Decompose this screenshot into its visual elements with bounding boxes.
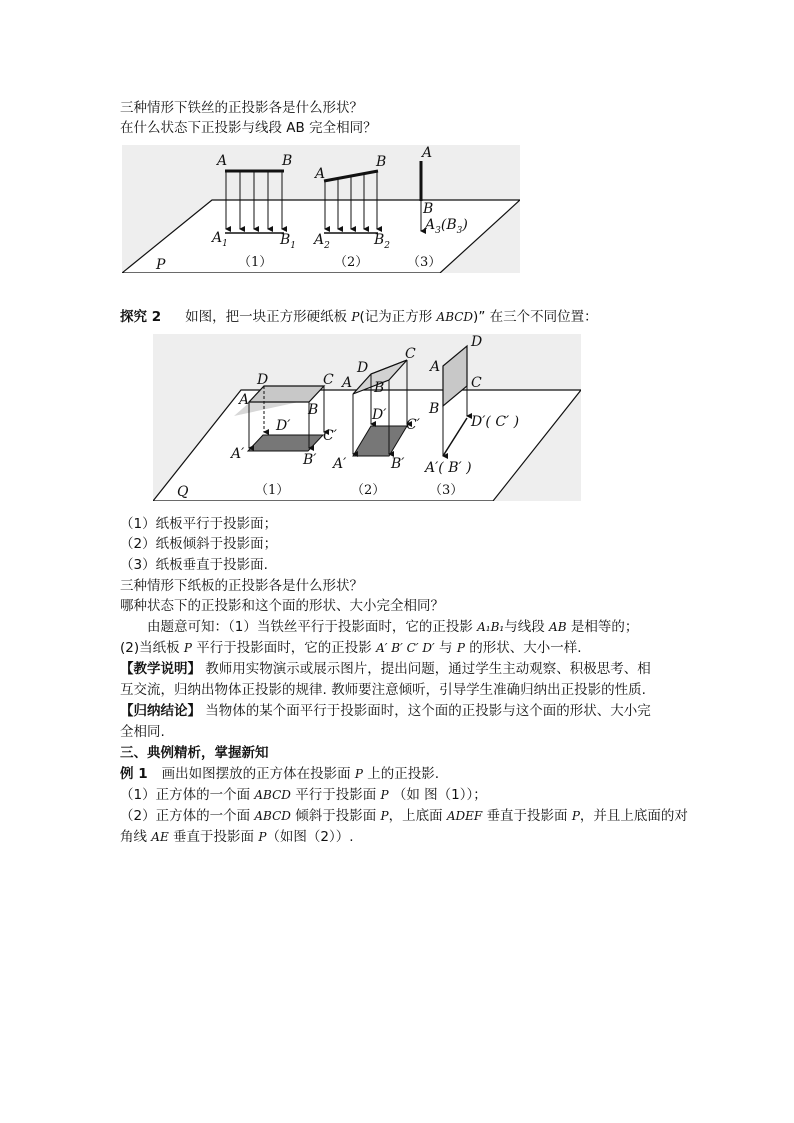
- example-item-1: （1）正方体的一个面 ABCD 平行于投影面 P （如 图（1））；: [120, 787, 487, 803]
- question-1: 三种情形下纸板的正投影各是什么形状？: [120, 578, 363, 594]
- figure-label: C: [323, 372, 334, 388]
- teaching-note-line-1: 【教学说明】 教师用实物演示或展示图片，提出问题，通过学生主动观察、积极思考、相: [120, 661, 651, 677]
- analysis-line-1: 由题意可知：（1）当铁丝平行于投影面时，它的正投影 A₁B₁与线段 AB 是相等的；: [147, 619, 639, 635]
- figure-label: C′: [406, 417, 420, 433]
- conclusion-line-1: 【归纳结论】 当物体的某个面平行于投影面时，这个面的正投影与这个面的形状、大小完: [120, 703, 651, 719]
- figure-label: D′: [372, 407, 387, 423]
- intro-question-2: 在什么状态下正投影与线段 AB 完全相同？: [120, 120, 377, 136]
- figure-label: $A_2$: [314, 232, 330, 251]
- label-b: B: [282, 153, 293, 169]
- figure-label: D′( C′ ): [471, 414, 520, 430]
- figure-label: D: [357, 360, 369, 376]
- caption-3: （3）: [407, 255, 442, 270]
- analysis-line-2: (2)当纸板 P 平行于投影面时，它的正投影 A′ B′ C′ D′ 与 P 的形状、大小一样.: [120, 640, 582, 656]
- section-heading: 三、典例精析，掌握新知: [120, 745, 269, 761]
- figure-label: $A_3(B_3)$: [425, 217, 468, 236]
- example-item-2-cont: 角线 AE 垂直于投影面 P（如图（2））.: [120, 829, 354, 845]
- figure-wire-projection: [122, 145, 520, 273]
- plane-label-p: P: [156, 257, 166, 273]
- label-a: A: [217, 153, 228, 169]
- example-1-title: 例 1 画出如图摆放的正方体在投影面 P 上的正投影.: [120, 766, 440, 782]
- figure-label: A: [430, 359, 441, 375]
- caption-2: （2）: [334, 255, 369, 270]
- figure-label: C: [405, 346, 416, 362]
- figure-label: B: [429, 401, 440, 417]
- figure-label: D: [257, 372, 269, 388]
- figure-label: $B_2$: [374, 232, 391, 251]
- caption-1: （1）: [238, 255, 273, 270]
- figure-label: D′: [276, 418, 291, 434]
- conclusion-line-2: 全相同.: [120, 724, 165, 740]
- figure-label: B: [423, 201, 434, 217]
- figure-label: B′: [391, 456, 405, 472]
- case-1: （1）纸板平行于投影面；: [120, 516, 278, 532]
- figure-label: A′( B′ ): [425, 460, 472, 476]
- intro-question-1: 三种情形下铁丝的正投影各是什么形状？: [120, 100, 363, 116]
- question-2: 哪种状态下的正投影和这个面的形状、大小完全相同？: [120, 598, 444, 614]
- explore-2-text: 探究 2 如图，把一块正方形硬纸板 P(记为正方形 ABCD)” 在三个不同位置：: [120, 309, 598, 325]
- figure-label: A: [239, 392, 250, 408]
- example-item-2: （2）正方体的一个面 ABCD 倾斜于投影面 P，上底面 ADEF 垂直于投影面 P，并且上底面的对: [120, 808, 688, 824]
- figure-label: D: [471, 334, 483, 350]
- figure-label: $A_1$: [212, 230, 228, 249]
- figure-label: C′: [323, 428, 337, 444]
- figure-label: A: [422, 145, 433, 161]
- figure-board-projection: [153, 334, 581, 501]
- case-2: （2）纸板倾斜于投影面；: [120, 536, 278, 552]
- teaching-note-line-2: 互交流，归纳出物体正投影的规律. 教师要注意倾听，引导学生准确归纳出正投影的性质.: [120, 682, 646, 698]
- figure-label: A: [315, 166, 326, 182]
- figure-label: A′: [231, 446, 245, 462]
- figure-label: $B_1$: [280, 232, 297, 251]
- figure-label: B: [376, 154, 387, 170]
- plane-label-q: Q: [177, 484, 189, 500]
- figure-label: B′: [303, 452, 317, 468]
- figure-label: （1）: [255, 483, 290, 498]
- case-3: （3）纸板垂直于投影面.: [120, 557, 268, 573]
- figure-label: （2）: [351, 483, 386, 498]
- figure-label: B: [308, 402, 319, 418]
- figure-label: （3）: [429, 483, 464, 498]
- figure-label: C: [471, 375, 482, 391]
- figure-label: A′: [333, 456, 347, 472]
- figure-label: A: [342, 375, 353, 391]
- figure-label: B: [374, 380, 385, 396]
